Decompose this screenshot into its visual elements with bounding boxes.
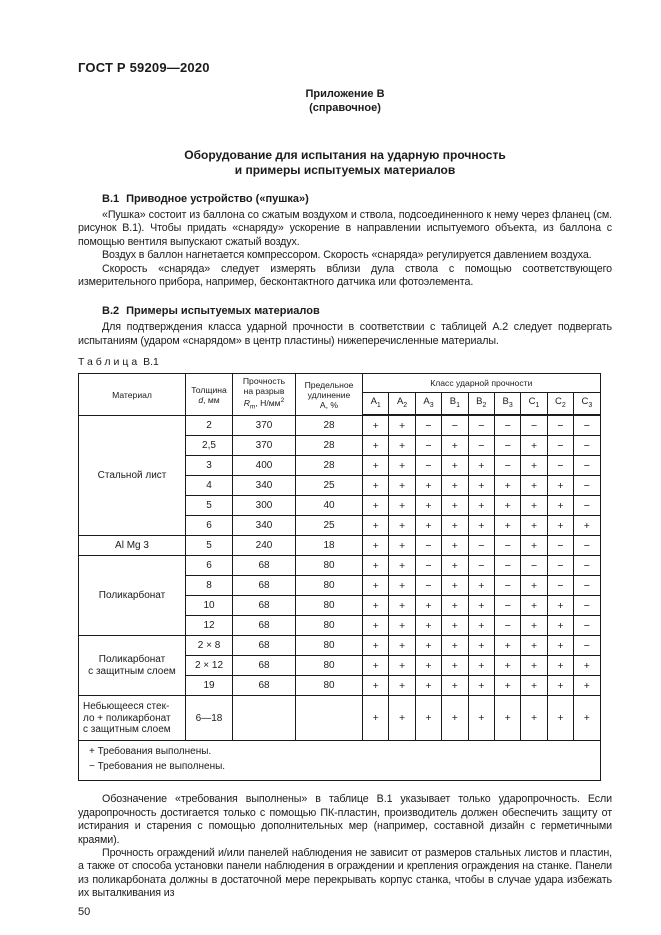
strength-cell: 68: [233, 576, 296, 596]
class-mark-cell: +: [363, 556, 389, 576]
class-mark-cell: +: [521, 696, 547, 741]
class-mark-cell: +: [363, 636, 389, 656]
class-mark-cell: +: [389, 656, 415, 676]
class-mark-cell: +: [468, 596, 494, 616]
class-mark-cell: +: [547, 476, 573, 496]
class-mark-cell: −: [521, 556, 547, 576]
class-mark-cell: +: [389, 496, 415, 516]
class-mark-cell: +: [415, 616, 441, 636]
class-mark-cell: +: [442, 676, 468, 696]
class-col-header: $В_1$: [442, 393, 468, 416]
table-row: [79, 536, 601, 556]
col-header-class-title: Класс ударной прочности: [363, 374, 601, 393]
class-mark-cell: −: [574, 636, 600, 656]
header-line: Прочность: [242, 376, 286, 387]
legend-line: + Требования выполнены.: [89, 746, 212, 758]
class-mark-cell: +: [442, 496, 468, 516]
thickness-cell: 5: [186, 496, 233, 516]
class-mark-cell: −: [547, 556, 573, 576]
material-line: Al Mg 3: [115, 540, 149, 552]
section-b2-heading: [78, 305, 612, 318]
class-mark-cell: +: [363, 676, 389, 696]
elongation-cell: 80: [296, 616, 363, 636]
class-mark-cell: −: [494, 616, 520, 636]
strength-cell: 400: [233, 456, 296, 476]
class-mark-cell: +: [468, 576, 494, 596]
strength-unit: , Н/мм: [255, 398, 281, 409]
table-header-row-1: [79, 374, 601, 393]
material-cell: [79, 415, 186, 536]
elongation-cell: 80: [296, 596, 363, 616]
thickness-cell: 6—18: [186, 696, 233, 741]
thickness-cell: 5: [186, 536, 233, 556]
class-col-header: $А_3$: [415, 393, 441, 416]
class-mark-cell: +: [415, 656, 441, 676]
document-title-line2: и примеры испытуемых материалов: [234, 162, 456, 177]
class-mark-cell: +: [494, 676, 520, 696]
class-mark-cell: +: [363, 516, 389, 536]
thickness-cell: 3: [186, 456, 233, 476]
class-mark-cell: +: [547, 516, 573, 536]
class-mark-cell: −: [494, 456, 520, 476]
class-mark-cell: −: [494, 556, 520, 576]
class-mark-cell: +: [521, 576, 547, 596]
class-mark-cell: +: [521, 616, 547, 636]
class-mark-cell: +: [415, 476, 441, 496]
table-row: [79, 636, 601, 656]
material-line: с защитным слоем: [88, 665, 176, 677]
section-b2-title: Примеры испытуемых материалов: [126, 305, 320, 318]
thickness-cell: 12: [186, 616, 233, 636]
class-mark-cell: +: [389, 696, 415, 741]
class-mark-cell: +: [442, 576, 468, 596]
class-mark-cell: −: [494, 576, 520, 596]
thickness-cell: 2: [186, 415, 233, 436]
class-mark-cell: −: [415, 536, 441, 556]
class-mark-cell: −: [574, 496, 600, 516]
class-mark-cell: +: [574, 656, 600, 676]
material-cell: [79, 636, 186, 696]
class-mark-cell: +: [389, 616, 415, 636]
class-mark-cell: +: [363, 496, 389, 516]
class-mark-cell: +: [468, 516, 494, 536]
table-row: [79, 696, 601, 741]
class-mark-cell: +: [574, 696, 600, 741]
class-mark-cell: +: [442, 516, 468, 536]
class-mark-cell: +: [468, 656, 494, 676]
strength-cell: 340: [233, 516, 296, 536]
material-line: с защитным слоем: [83, 724, 171, 736]
closing-paragraph-2: Прочность ограждений и/или панелей наблюдения не зависит от размеров стальных листов и пластин, а также от способа установки панели наблюдения в ограждении и крепления ограждения на станке. Панели из поликарбоната должны в достаточной мере перекрывать корпус станка, чтобы в случае удара избежать их выталкивания из: [78, 846, 612, 900]
col-header-elongation: [296, 374, 363, 416]
class-mark-cell: +: [442, 436, 468, 456]
class-mark-cell: +: [521, 596, 547, 616]
annex-block: [78, 88, 612, 115]
class-mark-cell: −: [468, 415, 494, 436]
elongation-cell: 80: [296, 576, 363, 596]
class-mark-cell: +: [442, 696, 468, 741]
doc-number: ГОСТ Р 59209—2020: [78, 60, 210, 75]
class-mark-cell: +: [521, 536, 547, 556]
class-mark-cell: −: [574, 576, 600, 596]
class-mark-cell: −: [442, 415, 468, 436]
class-mark-cell: +: [442, 656, 468, 676]
class-mark-cell: +: [415, 596, 441, 616]
class-mark-cell: +: [574, 516, 600, 536]
strength-cell: 68: [233, 656, 296, 676]
class-mark-cell: +: [468, 636, 494, 656]
class-mark-cell: +: [389, 636, 415, 656]
thickness-cell: 6: [186, 516, 233, 536]
class-mark-cell: +: [442, 596, 468, 616]
elongation-cell: 28: [296, 456, 363, 476]
material-cell: [79, 556, 186, 636]
strength-cell: 370: [233, 415, 296, 436]
class-mark-cell: +: [521, 436, 547, 456]
class-mark-cell: +: [547, 696, 573, 741]
class-col-header: $С_3$: [574, 393, 600, 416]
class-col-header: $С_2$: [547, 393, 573, 416]
material-line: Поликарбонат: [98, 590, 166, 602]
class-mark-cell: −: [468, 536, 494, 556]
class-mark-cell: +: [363, 696, 389, 741]
thickness-cell: 8: [186, 576, 233, 596]
class-mark-cell: −: [547, 436, 573, 456]
class-mark-cell: +: [389, 676, 415, 696]
class-mark-cell: −: [415, 556, 441, 576]
table-row: [79, 415, 601, 436]
class-col-header: $А_1$: [363, 393, 389, 416]
class-mark-cell: +: [547, 676, 573, 696]
class-mark-cell: +: [494, 516, 520, 536]
class-mark-cell: +: [521, 476, 547, 496]
strength-cell: 68: [233, 636, 296, 656]
elongation-cell: [296, 696, 363, 741]
class-mark-cell: −: [547, 415, 573, 436]
class-mark-cell: +: [521, 516, 547, 536]
header-line: [234, 396, 294, 413]
class-mark-cell: +: [547, 636, 573, 656]
materials-table: [78, 373, 601, 781]
class-mark-cell: +: [415, 496, 441, 516]
header-line: [187, 395, 231, 405]
thickness-cell: 2 × 12: [186, 656, 233, 676]
table-row: [79, 556, 601, 576]
class-mark-cell: −: [415, 576, 441, 596]
thickness-cell: 10: [186, 596, 233, 616]
strength-cell: [233, 696, 296, 741]
section-b2-number: В.2: [102, 305, 120, 318]
closing-paragraph-1: Обозначение «требования выполнены» в таблице В.1 указывает только ударопрочность. Если ударопрочность достигается только с помощью ПК-пластин, производитель должен обеспечить защиту от истирания и старения с помощью дополнительных мер (например, составной дизайн с герметичными краями).: [78, 793, 612, 846]
class-mark-cell: +: [468, 476, 494, 496]
elongation-cell: 28: [296, 436, 363, 456]
paragraph-b1-2: Воздух в баллон нагнетается компрессором. Скорость «снаряда» регулируется давлением воздуха.: [102, 249, 592, 262]
header-line: Толщина: [191, 384, 227, 395]
header-line: Предельное: [304, 379, 354, 390]
class-mark-cell: −: [574, 476, 600, 496]
elongation-cell: 80: [296, 636, 363, 656]
class-col-header: $С_1$: [521, 393, 547, 416]
document-title: [78, 148, 612, 177]
col-header-thickness: [186, 374, 233, 416]
class-mark-cell: +: [547, 656, 573, 676]
class-col-header: $В_2$: [468, 393, 494, 416]
annex-title: Приложение В: [305, 88, 385, 100]
class-mark-cell: +: [468, 456, 494, 476]
class-mark-cell: +: [442, 556, 468, 576]
class-mark-cell: +: [363, 536, 389, 556]
class-mark-cell: −: [574, 556, 600, 576]
class-mark-cell: +: [494, 696, 520, 741]
class-mark-cell: +: [521, 676, 547, 696]
class-mark-cell: −: [574, 616, 600, 636]
class-mark-cell: +: [363, 576, 389, 596]
class-mark-cell: +: [389, 516, 415, 536]
class-mark-cell: +: [442, 616, 468, 636]
col-header-material: Материал: [79, 374, 186, 416]
class-mark-cell: −: [547, 576, 573, 596]
class-mark-cell: +: [547, 496, 573, 516]
class-mark-cell: +: [389, 436, 415, 456]
strength-cell: 68: [233, 556, 296, 576]
annex-subtitle: (справочное): [309, 101, 381, 114]
strength-cell: 68: [233, 616, 296, 636]
strength-cell: 68: [233, 676, 296, 696]
page-number: 50: [78, 905, 91, 918]
elongation-cell: 28: [296, 415, 363, 436]
class-mark-cell: −: [468, 556, 494, 576]
class-mark-cell: −: [468, 436, 494, 456]
class-mark-cell: +: [494, 636, 520, 656]
class-mark-cell: +: [442, 536, 468, 556]
elongation-cell: 80: [296, 556, 363, 576]
class-mark-cell: +: [363, 656, 389, 676]
thickness-cell: 6: [186, 556, 233, 576]
strength-cell: 300: [233, 496, 296, 516]
paragraph-b1-1: «Пушка» состоит из баллона со сжатым воздухом и ствола, подсоединенного к нему через фланец (см. рисунок В.1). Чтобы придать «снаряду» ускорение в направлении испытуемого объекта, из баллона с помощью вентиля выпускают сжатый воздух.: [78, 209, 612, 248]
header-line: на разрыв: [243, 386, 285, 397]
class-mark-cell: +: [442, 636, 468, 656]
elongation-cell: 80: [296, 676, 363, 696]
legend-row: [79, 741, 601, 781]
class-mark-cell: +: [521, 636, 547, 656]
class-mark-cell: +: [363, 596, 389, 616]
elongation-cell: 25: [296, 476, 363, 496]
class-mark-cell: +: [363, 616, 389, 636]
class-mark-cell: +: [389, 596, 415, 616]
class-mark-cell: −: [494, 596, 520, 616]
class-mark-cell: +: [547, 596, 573, 616]
class-mark-cell: −: [574, 596, 600, 616]
section-b1-number: В.1: [102, 193, 120, 205]
material-line: ло + поликарбонат: [83, 712, 171, 724]
elongation-cell: 25: [296, 516, 363, 536]
thickness-symbol: d: [198, 394, 204, 405]
class-mark-cell: −: [574, 415, 600, 436]
section-b1-title: Приводное устройство («пушка»): [126, 193, 309, 205]
class-mark-cell: +: [389, 415, 415, 436]
class-mark-cell: +: [468, 616, 494, 636]
strength-cell: 340: [233, 476, 296, 496]
class-mark-cell: −: [574, 456, 600, 476]
class-mark-cell: −: [547, 536, 573, 556]
class-mark-cell: +: [363, 456, 389, 476]
material-cell: [79, 696, 186, 741]
class-mark-cell: −: [415, 436, 441, 456]
elongation-cell: 18: [296, 536, 363, 556]
class-mark-cell: −: [415, 456, 441, 476]
strength-symbol: R: [243, 398, 250, 409]
class-mark-cell: −: [415, 415, 441, 436]
material-line: Поликарбонат: [98, 654, 166, 666]
strength-cell: 240: [233, 536, 296, 556]
class-mark-cell: +: [363, 476, 389, 496]
thickness-cell: 2 × 8: [186, 636, 233, 656]
class-mark-cell: +: [521, 496, 547, 516]
class-mark-cell: +: [442, 476, 468, 496]
table-caption: [78, 356, 612, 368]
class-mark-cell: +: [389, 456, 415, 476]
class-mark-cell: +: [494, 496, 520, 516]
class-mark-cell: +: [468, 696, 494, 741]
class-mark-cell: −: [547, 456, 573, 476]
class-mark-cell: +: [468, 676, 494, 696]
table-body: [79, 415, 601, 741]
thickness-unit: , мм: [203, 394, 220, 405]
table-caption-label: Таблица: [78, 356, 141, 369]
class-mark-cell: +: [415, 696, 441, 741]
thickness-cell: 2,5: [186, 436, 233, 456]
class-mark-cell: −: [494, 436, 520, 456]
class-mark-cell: +: [415, 676, 441, 696]
section-b1-heading: [78, 193, 612, 206]
class-mark-cell: −: [521, 415, 547, 436]
legend-cell: [79, 741, 601, 781]
class-mark-cell: +: [521, 456, 547, 476]
class-col-header: $А_2$: [389, 393, 415, 416]
class-mark-cell: +: [363, 436, 389, 456]
class-mark-cell: +: [574, 676, 600, 696]
class-mark-cell: +: [494, 476, 520, 496]
elongation-cell: 40: [296, 496, 363, 516]
class-mark-cell: +: [468, 496, 494, 516]
elongation-cell: 80: [296, 656, 363, 676]
header-line: А, %: [319, 399, 339, 410]
material-cell: [79, 536, 186, 556]
class-mark-cell: +: [547, 616, 573, 636]
paragraph-b2-1: Для подтверждения класса ударной прочности в соответствии с таблицей А.2 следует подвергать испытаниям (ударом «снарядом» в центр пластины) нижеперечисленные материалы.: [78, 321, 612, 347]
class-mark-cell: +: [389, 476, 415, 496]
class-mark-cell: −: [574, 536, 600, 556]
class-mark-cell: +: [389, 576, 415, 596]
thickness-cell: 4: [186, 476, 233, 496]
class-mark-cell: +: [415, 516, 441, 536]
col-header-strength: [233, 374, 296, 416]
paragraph-b1-3: Скорость «снаряда» следует измерять вблизи дула ствола с помощью соответствующего измерительного прибора, например, бесконтактного датчика или фотоэлемента.: [78, 262, 612, 289]
strength-cell: 68: [233, 596, 296, 616]
class-mark-cell: +: [389, 556, 415, 576]
class-mark-cell: −: [574, 436, 600, 456]
header-line: удлинение: [307, 389, 351, 400]
thickness-cell: 19: [186, 676, 233, 696]
class-col-header: $В_3$: [494, 393, 520, 416]
class-mark-cell: +: [442, 456, 468, 476]
material-line: Стальной лист: [97, 469, 167, 481]
class-mark-cell: +: [415, 636, 441, 656]
table-header: [79, 374, 601, 416]
strength-symbol-sub: m: [249, 403, 256, 411]
table-caption-number: В.1: [143, 356, 159, 369]
strength-unit-sup: 2: [280, 397, 285, 405]
class-mark-cell: −: [494, 415, 520, 436]
class-mark-cell: +: [363, 415, 389, 436]
legend-line: − Требования не выполнены.: [89, 760, 226, 772]
material-line: Небьющееся стек-: [83, 701, 170, 713]
class-mark-cell: +: [521, 656, 547, 676]
class-mark-cell: +: [389, 536, 415, 556]
class-mark-cell: +: [494, 656, 520, 676]
class-mark-cell: −: [494, 536, 520, 556]
document-title-line1: Оборудование для испытания на ударную прочность: [184, 148, 506, 162]
strength-cell: 370: [233, 436, 296, 456]
